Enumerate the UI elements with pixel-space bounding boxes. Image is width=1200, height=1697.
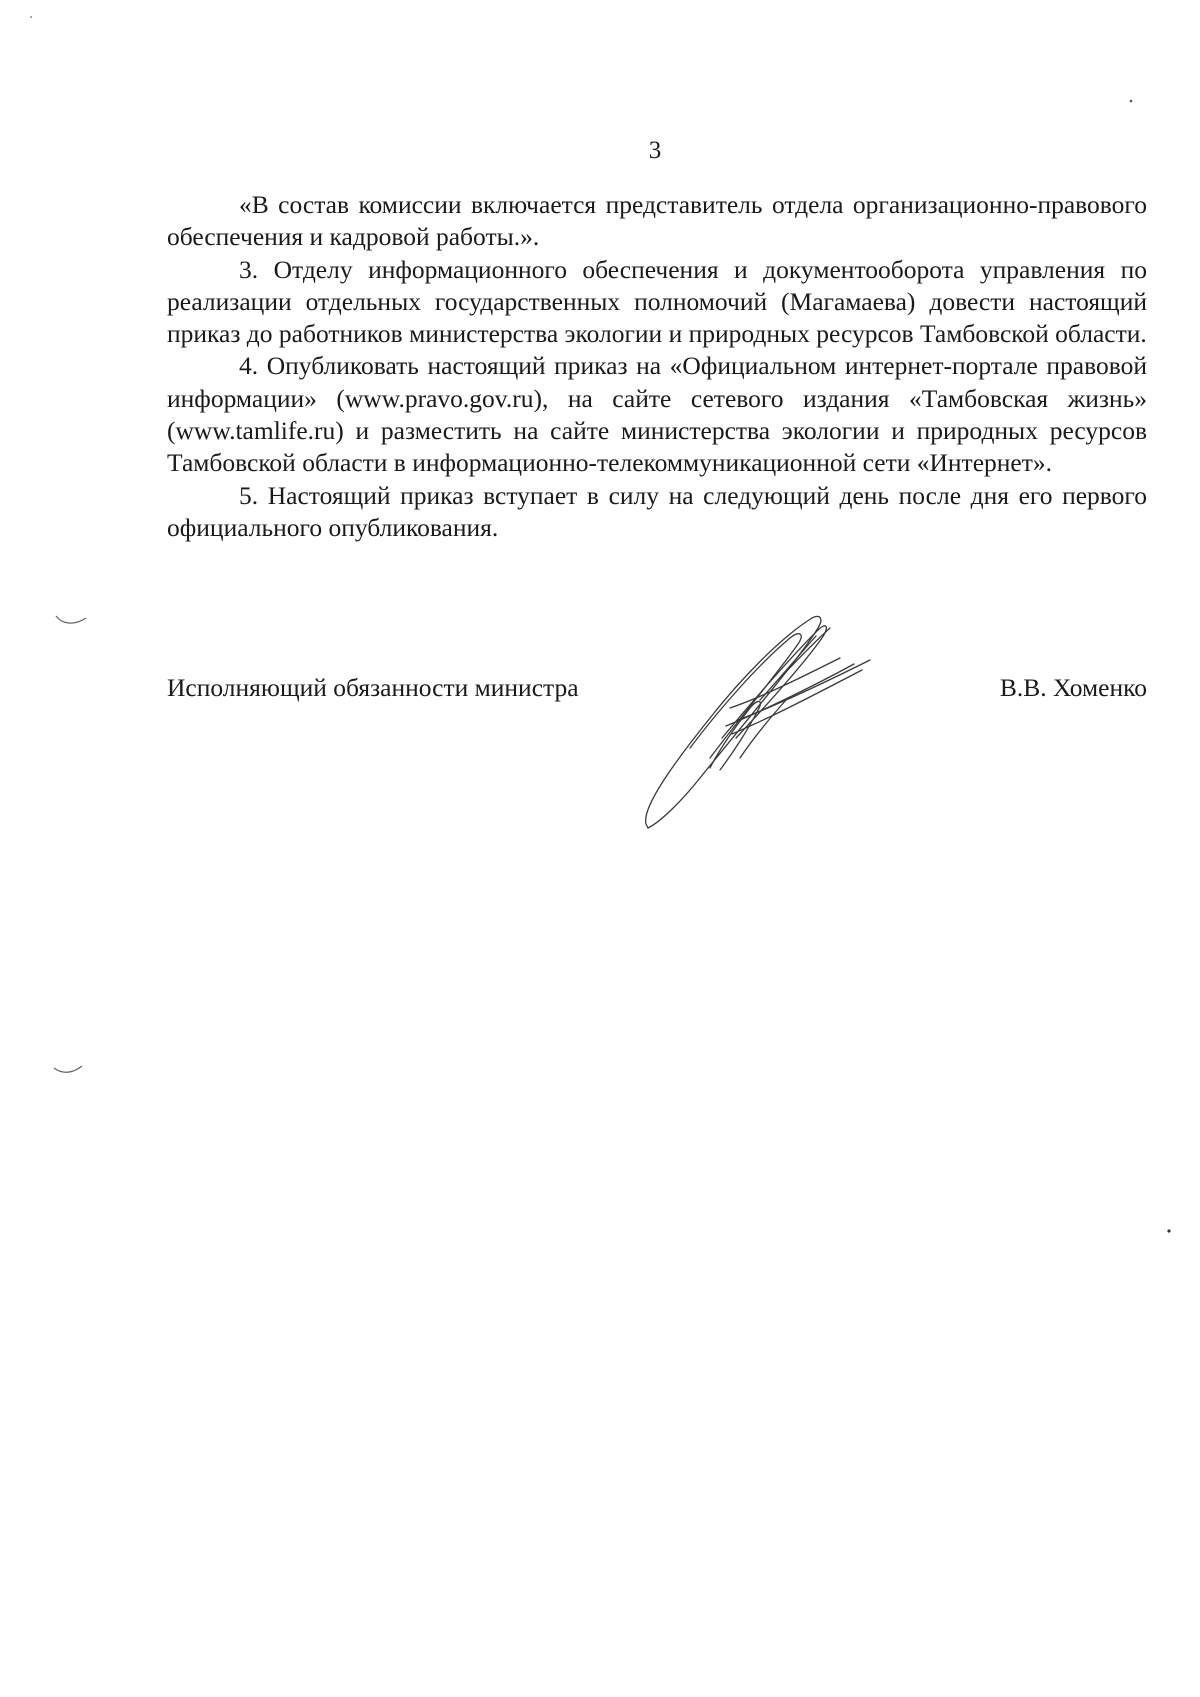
signatory-title: Исполняющий обязанности министра [167,673,579,702]
document-body [167,189,1147,544]
signatory-name: В.В. Хоменко [999,673,1147,702]
scan-artifact-dot [28,14,34,20]
paragraph-item-5: 5. Настоящий приказ вступает в силу на следующий день после дня его первого официального опубликования. [167,480,1147,542]
paragraph-item-3: 3. Отделу информационного обеспечения и документооборота управления по реализации отдельных государственных полномочий (Магамаева) довести настоящий приказ до работников министерства экологии и природных ресурсов Тамбовской области. [167,254,1147,349]
handwritten-signature [640,608,910,838]
scan-artifact-mark [50,1062,90,1080]
scan-artifact-mark [52,612,92,630]
scan-artifact-dot [1166,1228,1172,1234]
paragraph-commission: «В состав комиссии включается представитель отдела организационно-правового обеспечения и кадровой работы.». [167,190,1147,252]
page-number: 3 [648,137,662,164]
scan-artifact-dot [1128,98,1134,104]
paragraph-item-4: 4. Опубликовать настоящий приказ на «Официальном интернет-портале правовой информации» (www.pravo.gov.ru), на сайте сетевого издания «Тамбовская жизнь» (www.tamlife.ru) и разместить на сайте министерства экологии и природных ресурсов Тамбовской области в информационно-телекоммуникационной сети «Интернет». [167,351,1147,478]
